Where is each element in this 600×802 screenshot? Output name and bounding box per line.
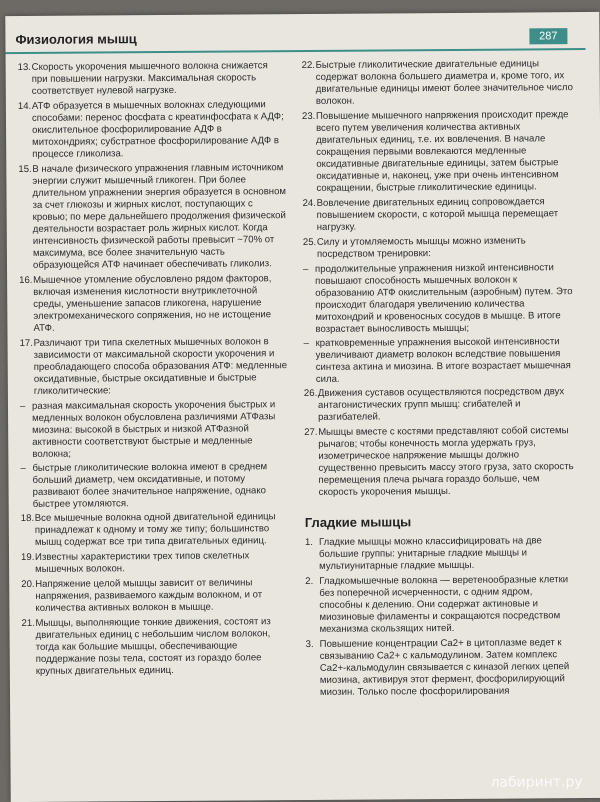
- item-number: 23.: [301, 110, 316, 123]
- sub-item-text: кратковременные упражнения высокой интенсивности увеличивают диаметр волокон вследствие повышения синтеза актина и миозина. В итоге возрастает мышечная сила.: [315, 336, 571, 385]
- item-text: Все мышечные волокна одной двигательной единицы принадлежат к одному и тому же типу; большинство мышц содержат все три типа двигательных единиц.: [34, 511, 276, 548]
- item-text: Различают три типа скелетных мышечных волокон в зависимости от максимальной скорости укорочения и преобладающего способа образования АТФ: медленные оксидативные, быстрые оксидативные и быстрые гликолитические:: [33, 336, 288, 397]
- list-item: [303, 235, 575, 261]
- book-page: [5, 12, 600, 802]
- item-number: 15.: [18, 163, 32, 175]
- item-number: 16.: [19, 274, 33, 286]
- left-column: [18, 60, 290, 681]
- list-item: [18, 99, 286, 161]
- item-text: Вовлечение двигательных единиц сопровождается повышением скорости, с которой мышца перемещает нагрузку.: [316, 196, 559, 233]
- item-number: 14.: [17, 100, 32, 112]
- list-item: [18, 162, 287, 272]
- list-item: [304, 425, 576, 499]
- list-item: [302, 109, 575, 195]
- item-number: 25.: [302, 236, 317, 249]
- item-number: 18.: [20, 512, 35, 524]
- item-number: 17.: [19, 337, 33, 349]
- item-number: 26.: [303, 387, 318, 400]
- item-number: 21.: [21, 617, 35, 629]
- sub-item-text: быстрые гликолитические волокна имеют в среднем больший диаметр, чем оксидативные, и потому развивают более значительное напряжение, однако быстрее утомляются.: [32, 461, 268, 510]
- dash-bullet: –: [20, 462, 26, 474]
- list-item: [302, 58, 574, 108]
- item-text: Гладкие мышцы можно классифицировать на две большие группы: унитарные гладкие мышцы и мультиунитарные гладкие мышцы.: [318, 535, 542, 572]
- sub-item-text: разная максимальная скорость укорочения быстрых и медленных волокон обусловлена различиями АТФазы миозина: высокой в быстрых и низкой АТФазной активности соответствуют быстрые и медленные волокна;: [31, 399, 276, 460]
- item-text: Скорость укорочения мышечного волокна снижается при повышении нагрузки. Максимальная скорость соответствует нулевой нагрузке.: [31, 60, 268, 97]
- item-number: 24.: [302, 197, 316, 210]
- item-text: Быстрые гликолитические двигательные единицы содержат волокна большего диаметра и, кроме того, их двигательные единицы имеют более значительное число волокон.: [315, 58, 573, 107]
- list-item: [305, 574, 577, 636]
- item-text: Гладкомышечные волокна — веретенообразные клетки без поперечной исчерченности, с одним ядром, способны к делению. Они содержат актиновые и миозиновые филаменты и сокращаются посредством механизма скользящих нитей.: [319, 574, 569, 635]
- item-text: Повышение мышечного напряжения происходит прежде всего путем увеличения количества активных двигательных единиц, т.е. их вовлечения. В начале сокращения первыми вовлекаются медленные оксидативные двигательные единицы, затем быстрые оксидативные и, наконец, уже при очень интенсивном сокращении, быстрые гликолитические единицы.: [315, 109, 569, 194]
- list-item: [21, 511, 289, 549]
- section-title: Гладкие мышцы: [304, 514, 412, 531]
- item-number: 3.: [305, 638, 314, 651]
- item-number: 2.: [305, 575, 314, 588]
- list-item: [306, 637, 578, 699]
- dash-bullet: –: [303, 337, 309, 350]
- item-text: Мышцы, выполняющие тонкие движения, состоят из двигательных единиц с небольшим числом волокон, тогда как большие мышцы, обеспечивающие поддержание позы тела, состоят из гораздо более крупных двигательных единиц.: [35, 616, 271, 677]
- item-text: Напряжение целой мышцы зависит от величины напряжения, развиваемого каждым волокном, и от количества активных волокон в мышце.: [35, 577, 263, 614]
- page-header: [5, 26, 585, 54]
- item-text: Мышцы вместе с костями представляют собой системы рычагов; чтобы конечность могла удержать груз, изометрическое напряжение мышцы должно существенно превысить массу этого груза, зато скорость перемещения плеча рычага гораздо больше, чем скорость укорочения мышцы.: [318, 425, 574, 498]
- watermark: лабиринт.ру: [490, 774, 583, 791]
- sub-item: [20, 461, 288, 511]
- item-number: 20.: [21, 578, 35, 590]
- list-item: [18, 60, 286, 98]
- item-text: Повышение концентрации Ca2+ в цитоплазме ведет к связыванию Ca2+ с кальмодулином. Затем комплекс Ca2+-кальмодулин связывается с киназой легких цепей миозина, активируя этот фермент, фосфорилирующий миозин. Только после фосфорилирования: [319, 637, 570, 698]
- sub-item: [304, 336, 576, 386]
- item-text: В начале физического упражнения главным источником энергии служит мышечный гликоген. При более длительном упражнении энергия образуется в основном за счет глюкозы и жирных кислот, поступающих с кровью; по мере дальнейшего продолжения физической деятельности возрастает роль жирных кислот. Когда интенсивность физической работы превысит ~70% от максимума, все более значительную часть образующейся АТФ начинает обеспечивать гликолиз.: [32, 162, 287, 271]
- item-number: 1.: [304, 536, 313, 549]
- item-text: Известны характеристики трех типов скелетных мышечных волокон.: [35, 550, 250, 575]
- item-number: 13.: [17, 61, 32, 73]
- sub-item: [20, 399, 288, 461]
- item-text: Движения суставов осуществляются посредством двух антагонистических групп мышц: сгибателей и разгибателей.: [317, 386, 565, 423]
- list-item: [303, 196, 575, 234]
- list-item: [20, 336, 288, 398]
- list-item: [21, 577, 289, 615]
- section-items: [305, 535, 578, 699]
- item-number: 27.: [304, 426, 318, 439]
- dash-bullet: –: [303, 263, 309, 276]
- chapter-title: Физиология мышц: [15, 31, 137, 48]
- item-text: Силу и утомляемость мышцы можно изменить посредством тренировки:: [316, 235, 526, 260]
- list-item: [305, 535, 577, 573]
- sub-item: [303, 262, 575, 336]
- item-text: АТФ образуется в мышечных волокнах следующими способами: перенос фосфата с креатинфосфата к АДФ; окислительное фосфорилирование АДФ в митохондриях; субстратное фосфорилирование АДФ в процессе гликолиза.: [31, 99, 284, 160]
- item-number: 19.: [21, 551, 35, 563]
- list-item: [19, 273, 287, 335]
- item-number: 22.: [301, 59, 315, 72]
- sub-item-text: продолжительные упражнения низкой интенсивности повышают способность мышечных волокон к образованию АТФ окислительным (аэробным) путем. Это происходит благодаря увеличению количества митохондрий и кровеносных сосудов в мышце. В итоге возрастает выносливость мышцы;: [315, 262, 573, 335]
- right-column: [302, 58, 578, 702]
- list-item: [304, 386, 576, 424]
- item-text: Мышечное утомление обусловлено рядом факторов, включая изменения кислотности внутриклеточной среды, уменьшение запасов гликогена, нарушение электромеханического сопряжения, но не истощение АТФ.: [33, 273, 272, 334]
- right-column-items: [302, 58, 577, 499]
- list-item: [21, 550, 289, 576]
- page-number: 287: [529, 28, 567, 44]
- list-item: [21, 616, 289, 678]
- dash-bullet: –: [19, 400, 26, 412]
